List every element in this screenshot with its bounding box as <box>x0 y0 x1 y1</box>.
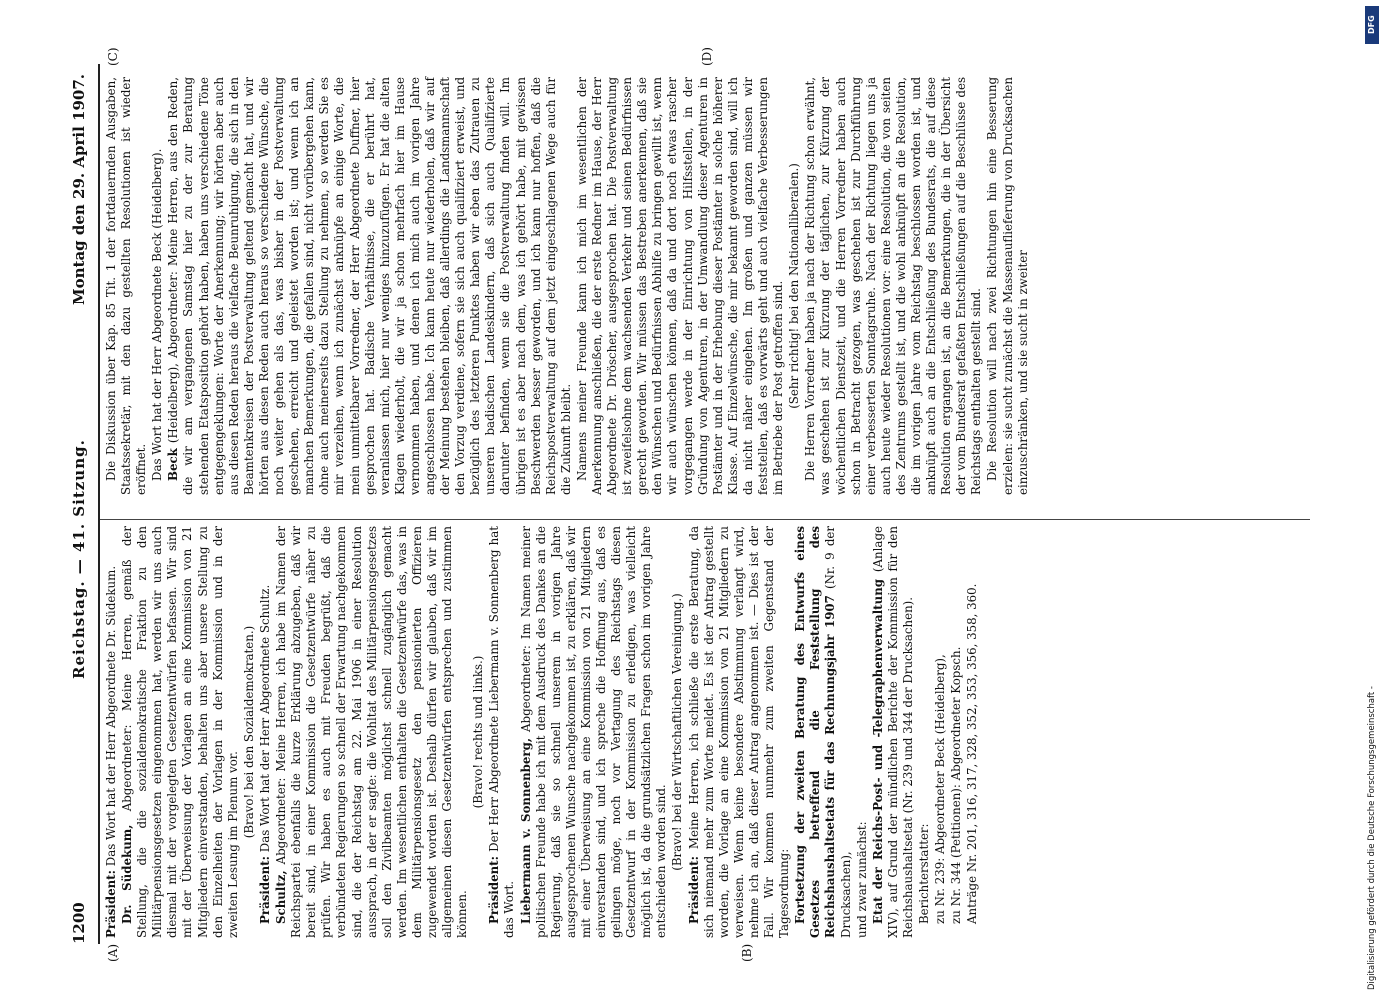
paragraph <box>787 77 802 495</box>
paragraph-text: (Bravo! rechts und links.) <box>471 655 486 809</box>
speaker-name: Präsident: <box>257 856 272 924</box>
digitization-strip <box>1361 0 1383 1000</box>
dfg-logo: DFG <box>1365 6 1379 44</box>
paragraph <box>855 526 870 938</box>
paragraph-text: Das Wort hat der Herr Abgeordnete Schultz. <box>257 584 272 856</box>
paragraph-text: Abgeordneter: Im Namen meiner politischen Freunde habe ich mit dem Ausdruck des Dankes an die Regierung, daß sie so schnell unserem in vorigen Jahre ausgesprochenen Wunsche nachgekommen ist, zu erklären, daß wir mit einer Überweisung an eine Kommission von 21 Mitgliedern einverstanden sind, und ich spreche die Hoffnung aus, daß es gelingen möge, noch vor Vertagung des Reichstags diesen Gesetzentwurf in der Kommission zu erledigen, was vielleicht möglich ist, da die grundsätzlichen Fragen schon im vorigen Jahre entschieden worden sind. <box>518 526 669 938</box>
speaker-name: Etat der Reichs-Post- und -Telegraphenverwaltung <box>870 578 885 924</box>
paragraph-text: Abgeordneter: Meine Herren, ich habe im Namen der Reichspartei ebenfalls die kurze Erklärung abzugeben, daß wir bereit sind, in einer Kommission die Gesetzentwürfe näher zu prüfen. Wir haben es auch mit Freuden begrüßt, daß die verbündeten Regierungen so schnell der Erwartung nachgekommen sind, die der Reichstag am 22. Mai 1906 in einer Resolution aussprach, in der er sagte: die Wohltat des Militärpensionsgesetzes soll den Zivilbeamten möglichst schnell zugänglich gemacht werden. Im wesentlichen enthalten die Gesetzentwürfe das, was in dem Militärpensionsgesetz den pensionierten Offizieren zugewendet worden ist. Deshalb dürfen wir glauben, daß wir im allgemeinen diesen Gesetzentwürfen entsprechen und zustimmen können. <box>274 526 470 938</box>
paragraph <box>670 526 685 938</box>
paragraph <box>803 77 984 495</box>
paragraph <box>793 526 853 938</box>
paragraph-text: (Bravo! bei der Wirtschaftlichen Vereinigung.) <box>670 593 685 871</box>
paragraph <box>120 526 241 938</box>
paragraph-text: (Sehr richtig! bei den Nationalliberalen.) <box>787 163 802 409</box>
left-column <box>104 526 981 938</box>
paragraph <box>104 526 119 938</box>
paragraph-text: Meine Herren, ich schließe die erste Beratung, da sich niemand mehr zum Worte meldet. Es ist der Antrag gestellt worden, die Vorlage an eine Kommission von 21 Mitgliedern zu verweisen. Wenn keine besondere Abstimmung verlangt wird, nehme ich an, daß dieser Antrag angenommen ist. — Dies ist der Fall. Wir kommen nunmehr zum zweiten Gegenstand der Tagesordnung: <box>686 526 792 938</box>
speaker-name: Präsident: <box>487 856 502 924</box>
paragraph <box>519 526 670 938</box>
session-title: Reichstag. — 41. Sitzung. <box>70 439 88 679</box>
speaker-name: Dr. Südekum, <box>120 824 135 924</box>
paragraph-text: Der Herr Abgeordnete Liebermann v. Sonnenberg hat das Wort. <box>487 526 517 938</box>
margin-marker-b: (B) <box>740 943 754 962</box>
paragraph <box>985 77 1030 495</box>
paragraph <box>104 77 149 495</box>
paragraph <box>917 526 932 938</box>
paragraph <box>933 526 948 938</box>
paragraph <box>965 526 980 938</box>
paragraph <box>575 77 786 495</box>
paragraph-text: (Bravo! bei den Sozialdemokraten.) <box>241 625 256 839</box>
paragraph <box>487 526 517 938</box>
paragraph-text: Das Wort hat der Herr Abgeordnete Beck (Heidelberg). <box>150 148 165 481</box>
speaker-name: Liebermann v. Sonnenberg, <box>518 738 533 924</box>
paragraph-text: zu Nr. 239: Abgeordneter Beck (Heidelberg), <box>933 654 948 924</box>
page-number: 1200 <box>70 902 88 944</box>
speaker-name: Fortsetzung der zweiten Beratung des Entwurfs eines Gesetzes betreffend die Feststellung des Reichshaushaltsetats für das Rechnungsjahr 1907 <box>793 526 838 938</box>
digitization-credit: Digitalisierung gefördert durch die Deutsche Forschungsgemeinschaft - <box>1367 686 1377 990</box>
session-date: Montag den 29. April 1907. <box>70 74 88 305</box>
speaker-name: Präsident: <box>104 870 118 938</box>
paragraph <box>166 77 574 495</box>
paragraph-text: zu Nr. 344 (Petitionen): Abgeordneter Kopsch. <box>949 646 964 924</box>
paragraph <box>258 526 273 938</box>
paragraph-text: Die Resolution will nach zwei Richtungen hin eine Besserung erzielen: sie sucht zunächst die Massenauflieferung von Drucksachen einzuschränken, und sie sucht in zweiter <box>985 77 1030 495</box>
margin-marker-a: (A) <box>106 943 120 962</box>
paragraph <box>949 526 964 938</box>
paragraph-text: Die Herren Vorredner haben ja nach der Richtung schon erwähnt, was geschehen ist zur Kürzung der täglichen, zur Kürzung der wöchentlichen Dienstzeit, und die Herren Vorredner haben auch schon in Betracht gezogen, was geschehen ist zur Durchführung einer verbesserten Sonntagsruhe. Nach der Richtung liegen uns ja auch heute wieder Resolutionen vor: eine Resolution, die von seiten des Zentrums gestellt ist, und die wohl anknüpft an die Resolution, die im vorigen Jahre vom Reichstag beschlossen worden ist, und anknüpft auch an die Entschließung des Bundesrats, die auf diese Resolution ergangen ist, an die Bemerkungen, die in der Übersicht der vom Bundesrat gefaßten Entschließungen auf die Beschlüsse des Reichstags enthalten gestellt sind. <box>803 77 984 495</box>
paragraph-text: und zwar zunächst: <box>854 821 869 938</box>
paragraph-text: Berichterstatter: <box>916 823 931 924</box>
paragraph <box>871 526 916 938</box>
paragraph-text: Die Diskussion über Kap. 85 Tit. 1 der fortdauernden Ausgaben, Staatssekretär, mit den dazu gestellten Resolutionen ist wieder eröffnet. <box>104 77 149 495</box>
paragraph-text: Das Wort hat der Herr Abgeordnete Dr. Südekum. <box>104 565 118 870</box>
margin-marker-c: (C) <box>106 47 120 66</box>
right-column <box>104 77 1032 495</box>
paragraph-text: Anträge Nr. 201, 316, 317, 328, 352, 353, 356, 358, 360. <box>965 583 980 924</box>
paragraph <box>471 526 486 938</box>
page-header <box>70 74 98 944</box>
paragraph-text: Abgeordneter: Meine Herren, gemäß der Stellung, die die sozialdemokratische Fraktion zu den Militärpensionsgesetzen eingenommen hat, werden wir uns auch diesmal mit der vorgelegten Gesetzentwürfen befassen. Wir sind mit der Überweisung der Vorlagen an eine Kommission von 21 Mitgliedern einverstanden, behalten uns aber unsere Stellung zu den Einzelheiten der Vorlagen in der Kommission und in der zweiten Lesung im Plenum vor. <box>120 526 240 938</box>
paragraph <box>274 526 470 938</box>
column-divider <box>100 519 1310 520</box>
paragraph-text: (Nr. 9 der Drucksachen), <box>823 525 853 938</box>
paragraph-text: Namens meiner Freunde kann ich mich im wesentlichen der Anerkennung anschließen, die der erste Redner im Hause, der Herr Abgeordnete Dr. Dröscher, ausgesprochen hat. Die Postverwaltung ist zweifelsohne dem wachsenden Verkehr und seinen Bedürfnissen gerecht geworden. Wir müssen das Bestreben anerkennen, daß sie den Wünschen und Bedürfnissen Abhilfe zu bringen gewillt ist, wenn wir auch wünschen können, daß da und dort noch etwas rascher vorgegangen werde in der Einrichtung von Hilfsstellen, in der Gründung von Agenturen, in der Umwandlung dieser Agenturen in Postämter und in der Erhebung dieser Postämter in solche höherer Klasse. Auf Einzelwünsche, die mir bekannt geworden sind, will ich da nicht näher eingehen. Im großen und ganzen müssen wir feststellen, daß es vorwärts geht und auch vielfache Verbesserungen im Betriebe der Post getroffen sind. <box>574 77 786 495</box>
speaker-name: Beck <box>166 448 181 481</box>
margin-marker-d: (D) <box>700 47 714 66</box>
paragraph <box>687 526 793 938</box>
paragraph-text: (Heidelberg), Abgeordneter: Meine Herren, aus den Reden, die wir am vergangenen Samstag hier zu der zur Beratung stehenden Etatsposition gehört haben, haben uns verschiedene Töne entgegengeklungen: Worte der Anerkennung; wir hörten aber auch aus diesen Reden heraus die vielfache Beunruhigung, die sich in den Beamtenkreisen der Postverwaltung geltend gemacht hat, und wir hörten aus diesen Reden auch heraus so verschiedene Wünsche, die noch weiter gehen als das, was bisher in der Postverwaltung geschehen, erreicht und geleistet worden ist; und wenn ich an manchen Bemerkungen, die gefallen sind, nicht vorübergehen kann, ohne auch meinerseits dazu Stellung zu nehmen, so werden Sie es mir verzeihen, wenn ich zunächst anknüpfe an einige Worte, die mein unmittelbarer Vorredner, der Herr Abgeordnete Duffner, hier gesprochen hat. Badische Verhältnisse, die er berührt hat, veranlassen mich, hier nur weniges hinzuzufügen. Er hat die alten Klagen wiederholt, die wir ja schon mehrfach hier im Hause vernommen haben, und denen ich mich auch im vorigen Jahre angeschlossen habe. Ich kann heute nur wiederholen, daß wir auf der Meinung bestehen bleiben, daß allerdings die Landsmannschaft den Vorzug verdiene, sofern sie sich auch qualifiziert erweist, und bezüglich des letzteren Punktes haben wir eben das Zutrauen zu unseren badischen Landeskindern, daß sich auch Qualifizierte darunter befinden, wenn sie die Postverwaltung finden will. Im übrigen ist es aber nach dem, was ich gehört habe, mit gewissen Beschwerden besser geworden, und ich kann nur hoffen, daß die Reichspostverwaltung auf dem jetzt eingeschlagenen Wege auch für die Zukunft bleibt. <box>166 77 573 495</box>
header-rule <box>98 64 100 944</box>
paragraph <box>150 77 165 495</box>
paragraph <box>242 526 257 938</box>
paragraph-text: (Anlage XIV), auf Grund der mündlichen Berichte der Kommission für den Reichshaushaltsetat (Nr. 239 und 344 der Drucksachen). <box>870 526 915 938</box>
speaker-name: Schultz, <box>274 870 289 924</box>
speaker-name: Präsident: <box>686 856 701 924</box>
